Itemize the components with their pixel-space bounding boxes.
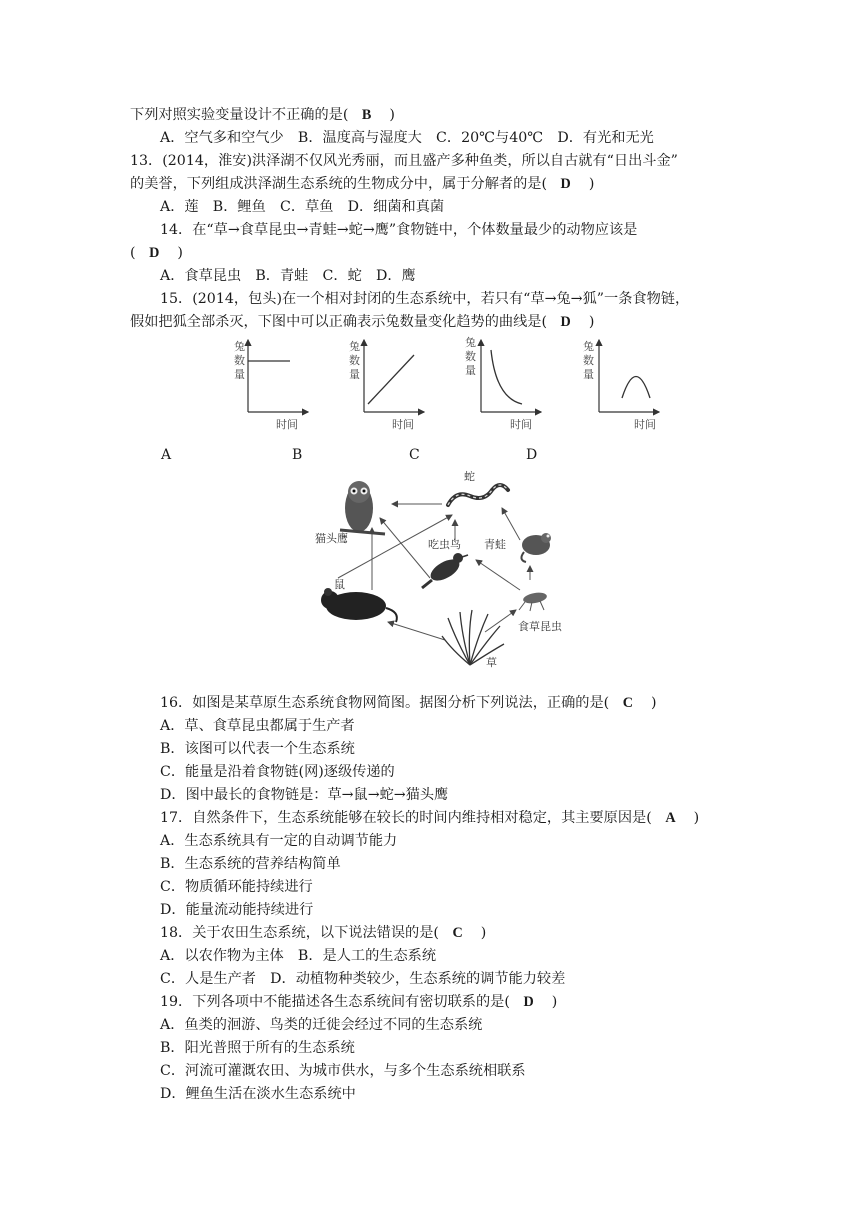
- frog-icon: [521, 533, 551, 562]
- q13-stem-line2: 的美誉，下列组成洪泽湖生态系统的生物成分中，属于分解者的是( D ): [130, 176, 595, 192]
- q16-stem: 16．如图是某草原生态系统食物网简图。据图分析下列说法，正确的是( C ): [160, 695, 657, 711]
- mouse-icon: [321, 588, 397, 622]
- q17-option-b: B．生态系统的营养结构简单: [160, 856, 341, 872]
- graph-d-ylabel-1: 兔: [583, 340, 594, 353]
- q19-option-c: C．河流可灌溉农田、为城市供水，与多个生态系统相联系: [160, 1063, 526, 1079]
- graph-c-curve: [491, 350, 522, 404]
- q16-answer: C: [622, 695, 633, 711]
- snake-icon: [448, 485, 508, 505]
- bird-icon: [422, 553, 468, 588]
- q15-graphs: [0, 330, 860, 440]
- graph-b: [349, 339, 424, 431]
- q14-stem-line2: ( D ): [130, 245, 183, 261]
- graph-d-curve: [622, 377, 650, 399]
- q12-options: A．空气多和空气少 B．温度高与湿度大 C．20℃与40℃ D．有光和无光: [160, 130, 654, 146]
- graph-c-ylabel-1: 兔: [465, 336, 476, 349]
- graph-a-ylabel-3: 量: [234, 368, 245, 381]
- q18-options-ab: A．以农作物为主体 B．是人工的生态系统: [160, 948, 437, 964]
- q15-answer: D: [560, 314, 571, 330]
- q13-stem-line1: 13．(2014，淮安)洪泽湖不仅风光秀丽，而且盛产多种鱼类，所以自古就有“日出斗金”: [130, 153, 678, 169]
- graph-a: [234, 339, 308, 431]
- label-grass: 草: [486, 656, 497, 669]
- graph-c-ylabel-2: 数: [465, 350, 476, 363]
- graph-c: [465, 335, 541, 431]
- q13-answer: D: [560, 176, 571, 192]
- graph-b-xlabel: 时间: [392, 418, 414, 431]
- label-insect: 食草昆虫: [518, 620, 562, 633]
- q12-answer: B: [361, 107, 372, 123]
- q18-options-cd: C．人是生产者 D．动植物种类较少，生态系统的调节能力较差: [160, 971, 566, 987]
- q14-answer: D: [149, 245, 160, 261]
- q14-stem-line1: 14．在“草→食草昆虫→青蛙→蛇→鹰”食物链中，个体数量最少的动物应该是: [160, 222, 638, 238]
- label-mouse: 鼠: [334, 578, 345, 591]
- q15-stem-line2: 假如把狐全部杀灭，下图中可以正确表示兔数量变化趋势的曲线是( D ): [130, 314, 595, 330]
- q16-option-d: D．图中最长的食物链是：草→鼠→蛇→猫头鹰: [160, 787, 449, 803]
- insect-icon: [519, 591, 548, 611]
- q17-option-a: A．生态系统具有一定的自动调节能力: [160, 833, 398, 849]
- q16-option-a: A．草、食草昆虫都属于生产者: [160, 718, 355, 734]
- q17-option-d: D．能量流动能持续进行: [160, 902, 314, 918]
- q15-stem-line1: 15．(2014，包头)在一个相对封闭的生态系统中，若只有“草→兔→狐”一条食物链，: [160, 291, 690, 307]
- q19-option-d: D．鲤鱼生活在淡水生态系统中: [160, 1086, 356, 1102]
- label-snake: 蛇: [464, 470, 475, 483]
- label-bird: 吃虫鸟: [428, 538, 461, 551]
- q17-stem: 17．自然条件下，生态系统能够在较长的时间内维持相对稳定，其主要原因是( A ): [160, 810, 700, 826]
- graph-option-b: B: [292, 447, 303, 463]
- graph-d-ylabel-3: 量: [583, 368, 594, 381]
- q19-option-b: B．阳光普照于所有的生态系统: [160, 1040, 355, 1056]
- q16-option-b: B．该图可以代表一个生态系统: [160, 741, 355, 757]
- graph-a-xlabel: 时间: [276, 418, 298, 431]
- graph-option-a: A: [161, 447, 172, 463]
- graph-option-c: C: [409, 447, 420, 463]
- q17-option-c: C．物质循环能持续进行: [160, 879, 313, 895]
- q16-option-c: C．能量是沿着食物链(网)逐级传递的: [160, 764, 395, 780]
- q19-answer: D: [523, 994, 534, 1010]
- graph-b-ylabel-3: 量: [349, 368, 360, 381]
- q17-answer: A: [665, 810, 676, 826]
- graph-a-ylabel-2: 数: [234, 354, 245, 367]
- graph-d-xlabel: 时间: [634, 418, 656, 431]
- label-owl: 猫头鹰: [315, 532, 348, 545]
- food-web-diagram: [300, 465, 600, 680]
- graph-c-xlabel: 时间: [510, 418, 532, 431]
- graph-b-ylabel-2: 数: [349, 354, 360, 367]
- graph-a-ylabel-1: 兔: [234, 340, 245, 353]
- q12-stem: 下列对照实验变量设计不正确的是( B ): [130, 107, 395, 123]
- graph-b-ylabel-1: 兔: [349, 340, 360, 353]
- q19-option-a: A．鱼类的洄游、鸟类的迁徙会经过不同的生态系统: [160, 1017, 483, 1033]
- q13-options: A．莲 B．鲤鱼 C．草鱼 D．细菌和真菌: [160, 199, 445, 215]
- label-frog: 青蛙: [484, 538, 506, 551]
- q18-answer: C: [452, 925, 463, 941]
- graph-c-ylabel-3: 量: [465, 364, 476, 377]
- graph-b-curve: [368, 355, 414, 404]
- owl-icon: [340, 481, 385, 534]
- graph-d: [583, 339, 659, 431]
- q14-options: A．食草昆虫 B．青蛙 C．蛇 D．鹰: [160, 268, 416, 284]
- q19-stem: 19．下列各项中不能描述各生态系统间有密切联系的是( D ): [160, 994, 558, 1010]
- q18-stem: 18．关于农田生态系统，以下说法错误的是( C ): [160, 925, 487, 941]
- graph-d-ylabel-2: 数: [583, 354, 594, 367]
- graph-option-d: D: [526, 447, 538, 463]
